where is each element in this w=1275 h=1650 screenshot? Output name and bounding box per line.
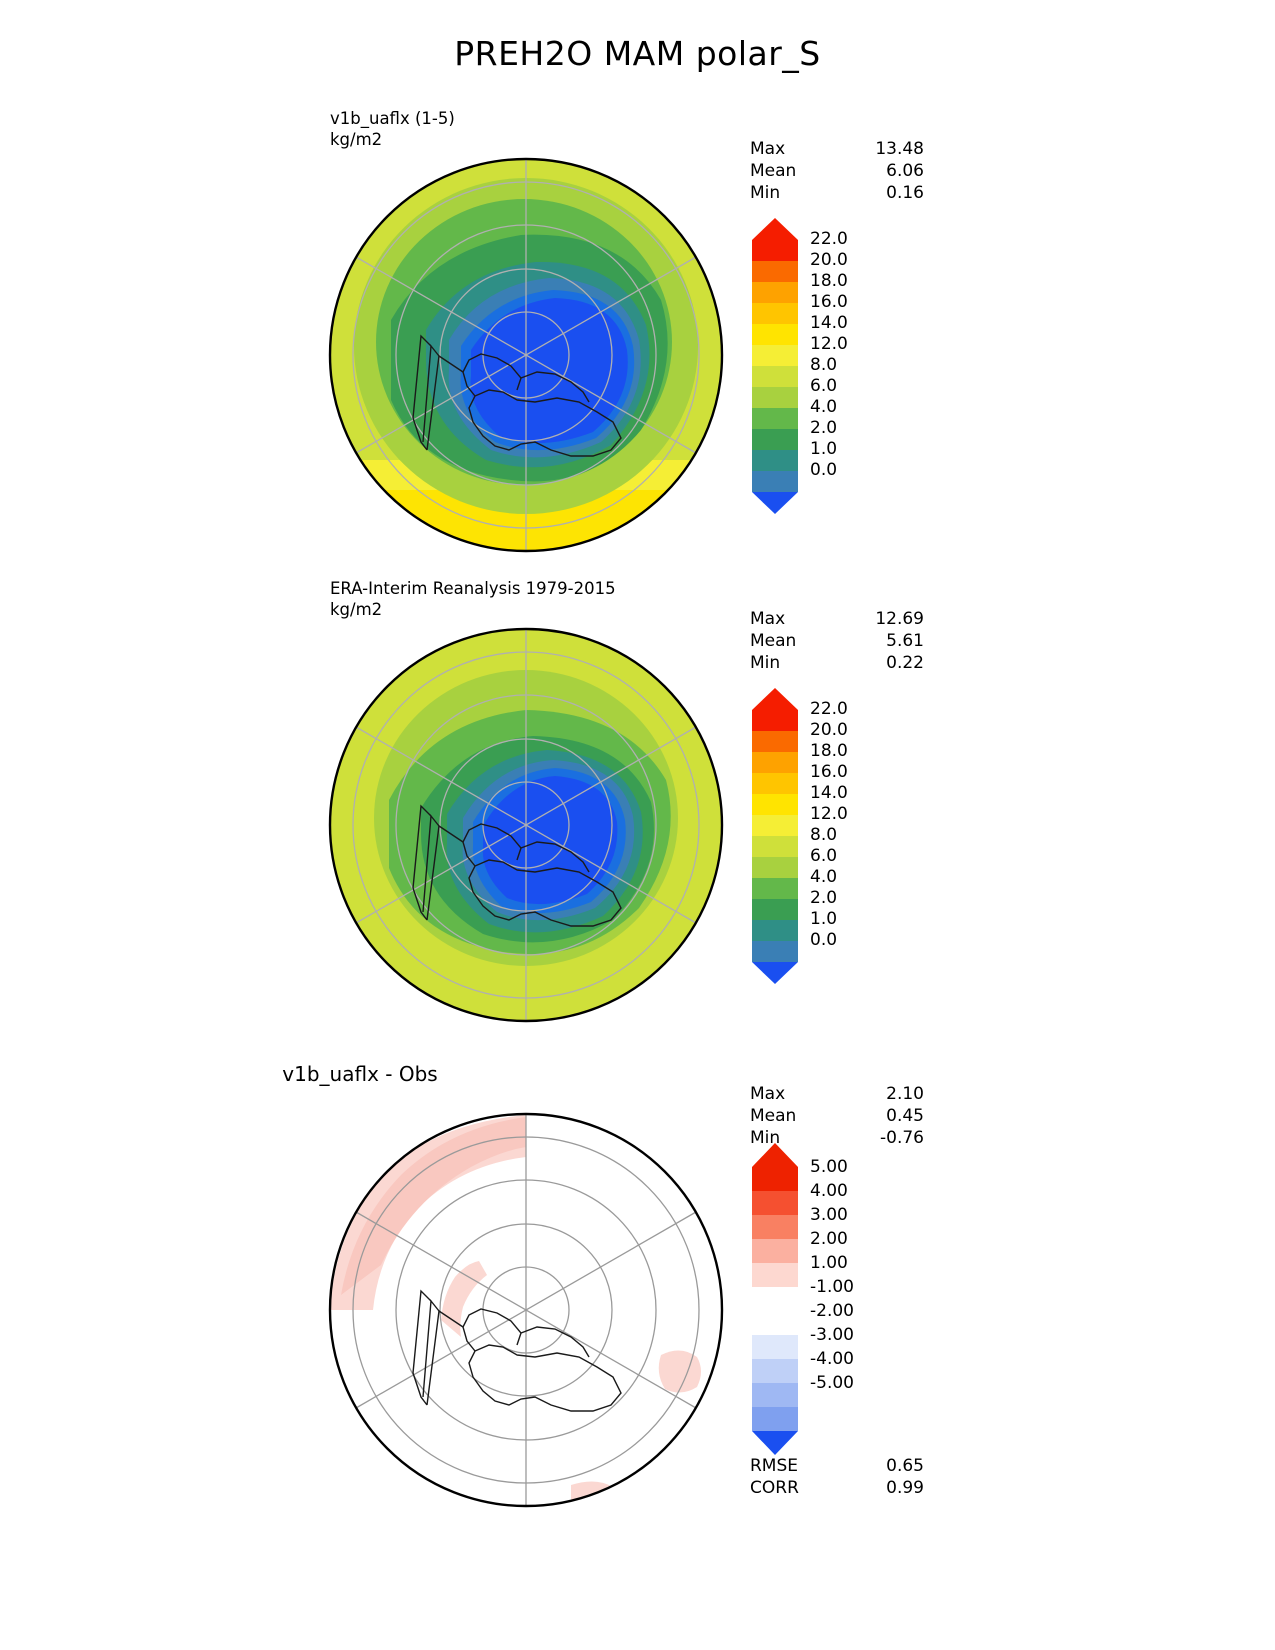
colorbar-over-arrow bbox=[752, 688, 798, 710]
stat-row: Min 0.22 bbox=[750, 653, 924, 673]
polar-map-difference bbox=[321, 1105, 731, 1515]
panel-label: v1b_uaflx (1-5) bbox=[330, 109, 455, 128]
colorbar-model: 22.0 20.0 18.0 16.0 14.0 12.0 8.0 6.0 4.0 2.0 1.0 0.0 bbox=[752, 218, 798, 514]
map-canvas bbox=[321, 620, 731, 1030]
stat-row: Max 13.48 bbox=[750, 139, 924, 159]
colorbar-over-arrow bbox=[752, 218, 798, 240]
stat-row: Mean 5.61 bbox=[750, 631, 924, 651]
stats-error-metrics bbox=[750, 1455, 924, 1499]
stat-row: Max 12.69 bbox=[750, 609, 924, 629]
colorbar-under-arrow bbox=[752, 1431, 798, 1455]
stat-row: Min -0.76 bbox=[750, 1128, 924, 1148]
map-canvas bbox=[321, 1105, 731, 1515]
stat-row: Max 2.10 bbox=[750, 1084, 924, 1104]
colorbar-obs: 22.0 20.0 18.0 16.0 14.0 12.0 8.0 6.0 4.0 2.0 1.0 0.0 bbox=[752, 688, 798, 984]
stats-model bbox=[750, 138, 924, 204]
stat-row: Mean 0.45 bbox=[750, 1106, 924, 1126]
stats-difference bbox=[750, 1083, 924, 1149]
stat-row: Min 0.16 bbox=[750, 183, 924, 203]
map-canvas bbox=[321, 150, 731, 560]
stat-row: RMSE 0.65 bbox=[750, 1456, 924, 1476]
colorbar-over-arrow bbox=[752, 1143, 798, 1167]
panel-units: kg/m2 bbox=[330, 130, 383, 149]
panel-label: v1b_uaflx - Obs bbox=[282, 1062, 438, 1086]
stat-row: Mean 6.06 bbox=[750, 161, 924, 181]
colorbar-under-arrow bbox=[752, 492, 798, 514]
colorbar-difference: 5.00 4.00 3.00 2.00 1.00 -1.00 -2.00 -3.00 -4.00 -5.00 bbox=[752, 1143, 798, 1455]
stat-row: CORR 0.99 bbox=[750, 1478, 924, 1498]
panel-units: kg/m2 bbox=[330, 600, 383, 619]
stats-obs bbox=[750, 608, 924, 674]
colorbar-under-arrow bbox=[752, 962, 798, 984]
panel-label: ERA-Interim Reanalysis 1979-2015 bbox=[330, 579, 616, 598]
polar-map-obs bbox=[321, 620, 731, 1030]
figure-title: PREH2O MAM polar_S bbox=[454, 34, 821, 73]
polar-map-model bbox=[321, 150, 731, 560]
